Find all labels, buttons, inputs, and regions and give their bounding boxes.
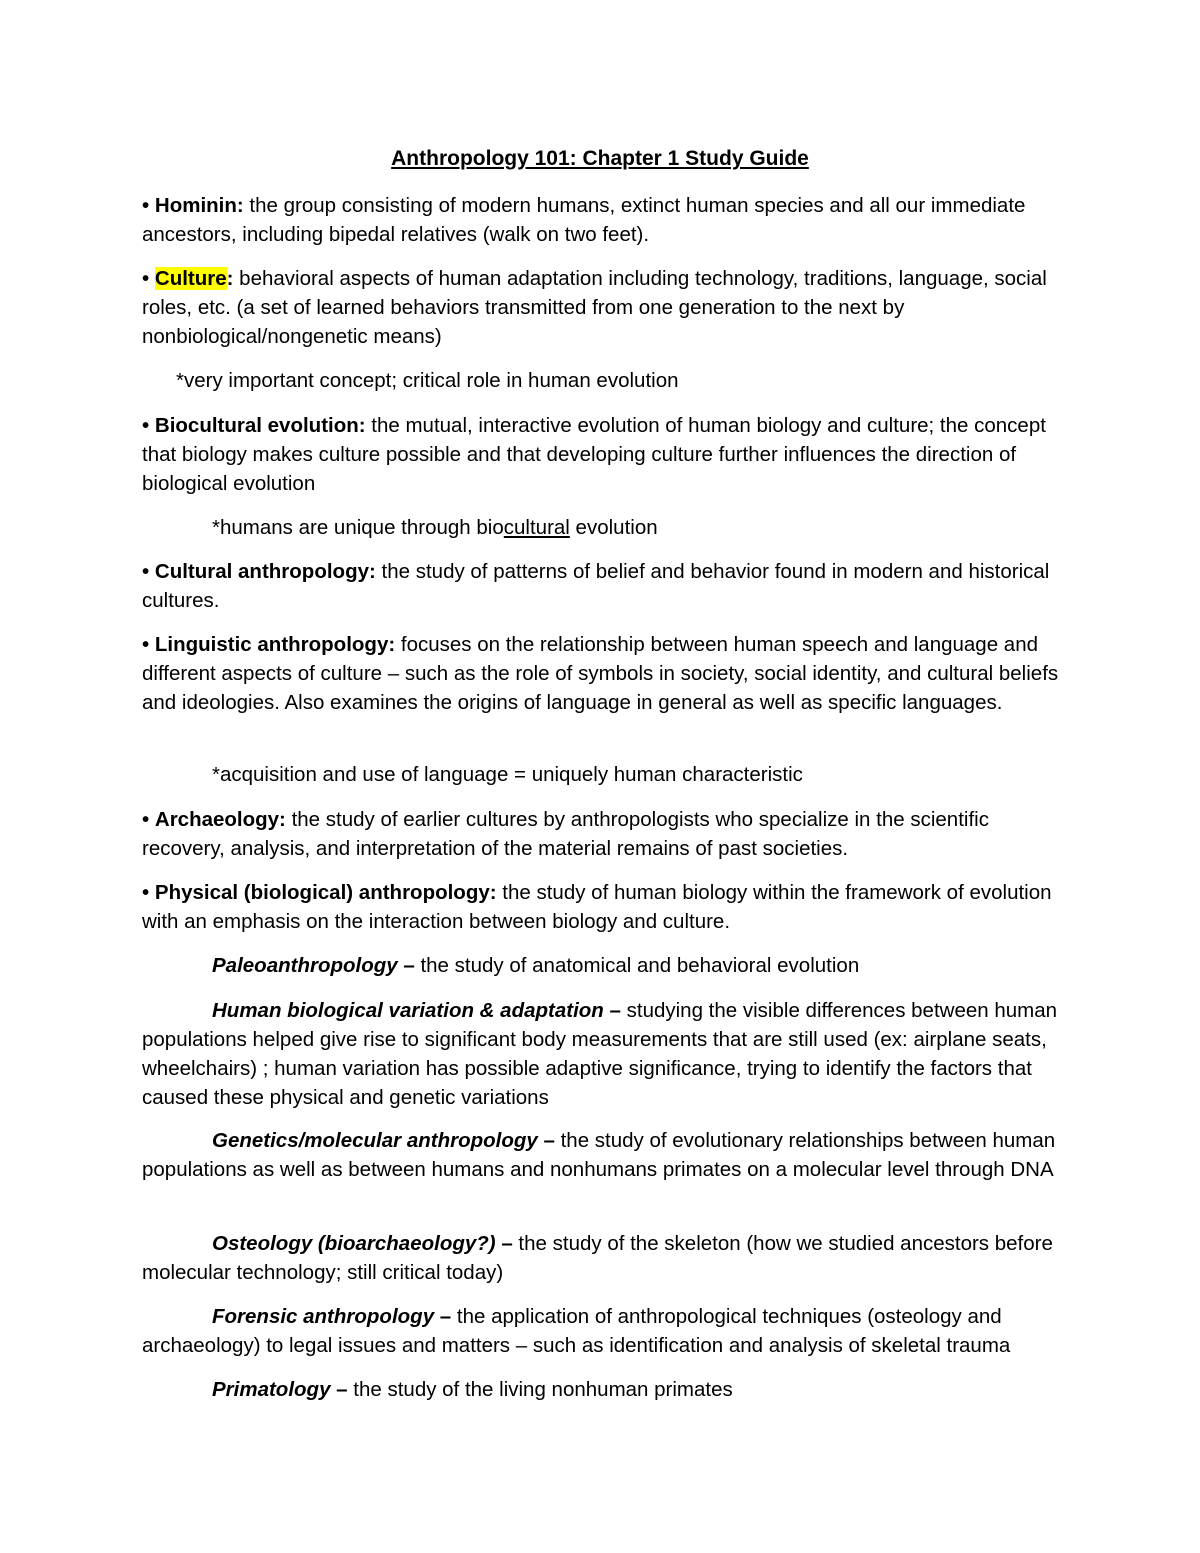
subfield-text: the study of anatomical and behavioral evolution <box>414 954 860 977</box>
subfield-term: Human biological variation & adaptation <box>212 999 604 1022</box>
definition-text-physical-anthropology: the study of human biology within the framework of evolution with an emphasis on the interaction between biology and culture. <box>142 881 1052 933</box>
definition-text-hominin: the group consisting of modern humans, extinct human species and all our immediate ancestors, including bipedal relatives (walk on two feet). <box>142 194 1026 246</box>
term-physical-anthropology: Physical (biological) anthropology: <box>154 881 497 904</box>
subfield-primatology <box>142 1375 1062 1404</box>
bullet-icon: • <box>142 633 150 656</box>
term-biocultural-evolution: Biocultural evolution: <box>154 414 366 437</box>
subfield-dash: – <box>603 999 621 1022</box>
subfield-text: studying the visible differences between human populations helped give rise to significant body measurements that are still used (ex: airplane seats, wheelchairs) ; human variation has possible adaptive significance, trying to identify the factors that caused these physical and genetic variations <box>142 999 1058 1109</box>
bullet-icon: • <box>142 194 150 217</box>
definition-text-biocultural: the mutual, interactive evolution of human biology and culture; the concept that biology makes culture possible and that developing culture further influences the direction of biological evolution <box>142 414 1046 495</box>
definition-physical-anthropology <box>142 878 1062 936</box>
definition-text-culture: behavioral aspects of human adaptation including technology, traditions, language, social roles, etc. (a set of learned behaviors transmitted from one generation to the next by nonbiological/nongenetic means) <box>142 267 1047 348</box>
subfield-dash: – <box>495 1232 513 1255</box>
bullet-icon: • <box>142 881 150 904</box>
subfield-osteology <box>142 1229 1062 1287</box>
subfield-text: the study of the living nonhuman primates <box>347 1378 733 1401</box>
subfield-forensic-anthropology <box>142 1302 1062 1360</box>
term-culture-highlighted: Culture <box>154 267 227 290</box>
subfield-term: Osteology (bioarchaeology?) <box>212 1232 496 1255</box>
definition-culture <box>142 264 1062 351</box>
subfield-term: Paleoanthropology <box>212 954 398 977</box>
note-biocultural <box>212 513 1062 542</box>
term-cultural-anthropology: Cultural anthropology: <box>154 560 376 583</box>
page-title: Anthropology 101: Chapter 1 Study Guide <box>391 147 809 170</box>
bullet-icon: • <box>142 414 150 437</box>
definition-hominin <box>142 191 1062 249</box>
definition-cultural-anthropology <box>142 557 1062 615</box>
subfield-dash: – <box>537 1129 555 1152</box>
definition-biocultural-evolution <box>142 411 1062 498</box>
note-biocultural-prefix: *humans are unique through bio <box>212 516 504 539</box>
subfield-term: Genetics/molecular anthropology <box>212 1129 538 1152</box>
term-hominin: Hominin: <box>154 194 244 217</box>
note-culture: *very important concept; critical role in human evolution <box>176 369 679 392</box>
definition-text-archaeology: the study of earlier cultures by anthropologists who specialize in the scientific recovery, analysis, and interpretation of the material remains of past societies. <box>142 808 989 860</box>
subfield-genetics-molecular-anthropology <box>142 1126 1062 1184</box>
note-biocultural-underlined: cultural <box>503 516 570 539</box>
subfield-text: the study of the skeleton (how we studied ancestors before molecular technology; still critical today) <box>142 1232 1053 1284</box>
subfield-paleoanthropology <box>142 951 1062 980</box>
subfield-text: the study of evolutionary relationships between human populations as well as between humans and nonhumans primates on a molecular level through DNA <box>142 1129 1056 1181</box>
note-linguistic: *acquisition and use of language = uniquely human characteristic <box>212 763 803 786</box>
subfield-dash: – <box>330 1378 348 1401</box>
bullet-icon: • <box>142 560 150 583</box>
definition-archaeology <box>142 805 1062 863</box>
definition-linguistic-anthropology <box>142 630 1062 717</box>
term-culture-colon: : <box>226 267 234 290</box>
term-archaeology: Archaeology: <box>154 808 286 831</box>
definition-text-cultural-anthropology: the study of patterns of belief and behavior found in modern and historical cultures. <box>142 560 1050 612</box>
definition-text-linguistic-anthropology: focuses on the relationship between human speech and language and different aspects of culture – such as the role of symbols in society, social identity, and cultural beliefs and ideologies. Also examines the origins of language in general as well as specific languages. <box>142 633 1059 714</box>
subfield-term: Primatology <box>212 1378 331 1401</box>
subfield-dash: – <box>434 1305 452 1328</box>
subfield-dash: – <box>397 954 415 977</box>
subfield-text: the application of anthropological techniques (osteology and archaeology) to legal issues and matters – such as identification and analysis of skeletal trauma <box>142 1305 1011 1357</box>
subfield-human-biological-variation <box>142 996 1062 1112</box>
term-linguistic-anthropology: Linguistic anthropology: <box>154 633 396 656</box>
subfield-term: Forensic anthropology <box>212 1305 435 1328</box>
note-biocultural-suffix: evolution <box>569 516 658 539</box>
bullet-icon: • <box>142 267 150 290</box>
bullet-icon: • <box>142 808 150 831</box>
